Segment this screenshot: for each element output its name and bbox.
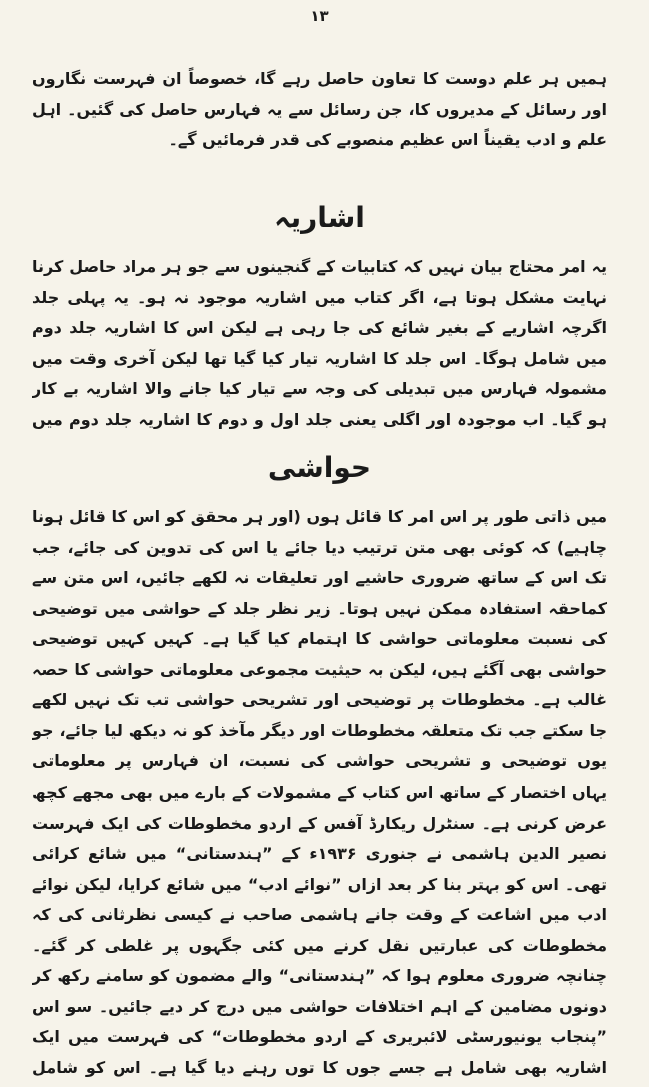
- isharia-paragraph: یہ امر محتاج بیان نہیں کہ کتابیات کے گنجینوں سے جو ہر مراد حاصل کرنا نہایت مشکل ہوتا ہے، اگر کتاب میں اشاریہ موجود نہ ہو۔ یہ پہلی جلد اگرچہ اشاریے کے بغیر شائع کی جا رہی ہے لیکن اس کا اشاریہ جلد دوم میں شامل ہوگا۔ اس جلد کا اشاریہ تیار کیا گیا تھا لیکن آخری وقت میں مشمولہ فہارس میں تبدیلی کی وجہ سے تیار کیا جانے والا اشاریہ بے کار ہو گیا۔ اب موجودہ اور اگلی یعنی جلد اول و دوم کا اشاریہ جلد دوم میں: [32, 257, 607, 429]
- intro-paragraph: ہمیں ہر علم دوست کا تعاون حاصل رہے گا، خصوصاً ان فہرست نگاروں اور رسائل کے مدیروں کا، جن رسائل سے یہ فہارس حاصل کی گئیں۔ اہل علم و ادب یقیناً اس عظیم منصوبے کی قدر فرمائیں گے۔: [32, 69, 607, 149]
- hawashi-note-paragraph: یوں توضیحی و تشریحی حواشی کی نسبت، ان فہارس پر معلوماتی: [32, 751, 607, 770]
- section-heading-hawashi: حواشی: [267, 451, 372, 484]
- punjab-paragraph: ”پنجاب یونیورسٹی لائبریری کے اردو مخطوطات“ کی فہرست میں ایک اشاریہ بھی شامل ہے جسے جوں کا توں رہنے دیا گیا ہے۔ اس کو شامل: [32, 1027, 607, 1077]
- page-number: ۱۳: [310, 7, 329, 25]
- contents-paragraph: یہاں اختصار کے ساتھ اس کتاب کے مشمولات کے بارے میں بھی مجھے کچھ عرض کرنی ہے۔ سنٹرل ریکارڈ آفس کے اردو مخطوطات کی ایک فہرست نصیر الدین ہاشمی نے جنوری ۱۹۳۶ء کے ”ہندستانی“ میں شائع کرائی تھی۔ اس کو بہتر بنا کر بعد ازاں ”نوائے ادب“ میں شائع کرایا، لیکن نوائے ادب میں اشاعت کے وقت جانے ہاشمی صاحب نے کیسی نظرثانی کی کہ مخطوطات کی عبارتیں نقل کرنے میں کئی جگہوں پر غلطی کر گئے۔ چنانچہ ضروری معلوم ہوا کہ ”ہندستانی“ والے مضمون کو سامنے رکھ کر دونوں مضامین کے اہم اختلافات حواشی میں درج کر دیے جائیں۔ سو اس: [32, 783, 607, 1016]
- section-heading-isharia: اشاریہ: [274, 201, 365, 234]
- hawashi-paragraph: میں ذاتی طور پر اس امر کا قائل ہوں (اور ہر محقق کو اس کا قائل ہونا چاہیے) کہ کوئی بھی متن ترتیب دیا جائے یا اس کی تدوین کی جائے، جب تک اس کے ساتھ ضروری حاشیے اور تعلیقات نہ لکھے جائیں، اس متن سے کماحقہ استفادہ ممکن نہیں ہوتا۔ زیر نظر جلد کے حواشی میں توضیحی کی نسبت معلوماتی حواشی کا اہتمام کیا گیا ہے۔ کہیں کہیں توضیحی حواشی بھی آگئے ہیں، لیکن بہ حیثیت مجموعی معلوماتی حواشی کا حصہ غالب ہے۔ مخطوطات پر توضیحی اور تشریحی حواشی تب تک نہیں لکھے جا سکتے جب تک متعلقہ مخطوطات اور دیگر مآخذ کو نہ دیکھ لیا جائے، جو: [32, 507, 607, 740]
